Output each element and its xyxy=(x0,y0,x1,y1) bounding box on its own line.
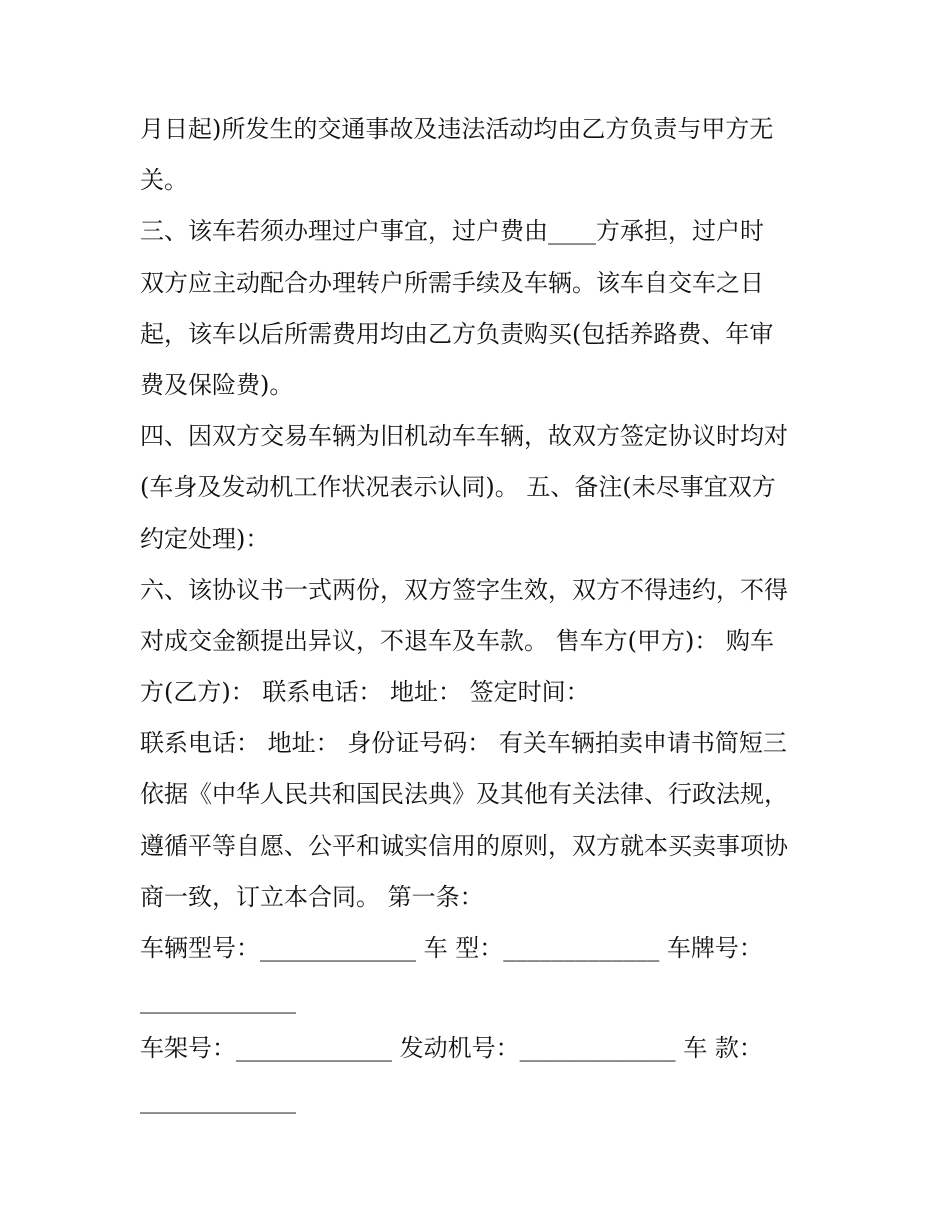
clause-3-line-3: 起，该车以后所需费用均由乙方负责购买(包括养路费、年审 xyxy=(140,319,774,348)
vehicle-fields-line-1: 车辆型号：_____________ 车 型：_____________ 车牌号： xyxy=(140,934,763,962)
text-line-2: 关。 xyxy=(140,166,188,195)
clause-6-line-2: 对成交金额提出异议，不退车及车款。 售车方(甲方)： 购车 xyxy=(140,626,774,655)
signature-line-1: 方(乙方)： 联系电话： 地址： 签定时间： xyxy=(140,678,590,707)
clause-3-line-1: 三、该车若须办理过户事宜，过户费由____方承担，过户时 xyxy=(140,217,764,246)
document-body xyxy=(140,104,820,1123)
clause-3-line-2: 双方应主动配合办理转户所需手续及车辆。该车自交车之日 xyxy=(140,268,764,297)
basis-line-2: 遵循平等自愿、公平和诚实信用的原则，双方就本买卖事项协 xyxy=(140,831,788,860)
basis-line-1: 依据《中华人民共和国民法典》及其他有关法律、行政法规， xyxy=(140,780,788,809)
signature-line-2: 联系电话： 地址： 身份证号码： 有关车辆拍卖申请书简短三 xyxy=(140,729,787,758)
text-line-1: 月日起)所发生的交通事故及违法活动均由乙方负责与甲方无 xyxy=(140,115,774,143)
clause-4-line-1: 四、因双方交易车辆为旧机动车车辆，故双方签定协议时均对 xyxy=(140,422,788,451)
vehicle-fields-line-4: _____________ xyxy=(140,1086,296,1114)
vehicle-fields-line-3: 车架号：_____________ 发动机号：_____________ 车 款： xyxy=(140,1034,763,1062)
clause-6-line-1: 六、该协议书一式两份，双方签字生效，双方不得违约，不得 xyxy=(140,575,788,604)
clause-3-line-4: 费及保险费)。 xyxy=(140,370,294,399)
clause-4-line-2: (车身及发动机工作状况表示认同)。 五、备注(未尽事宜双方 xyxy=(140,473,776,502)
vehicle-fields-line-2: _____________ xyxy=(140,986,296,1014)
basis-line-3: 商一致，订立本合同。 第一条： xyxy=(140,882,484,911)
clause-5-line: 约定处理)： xyxy=(140,524,270,553)
